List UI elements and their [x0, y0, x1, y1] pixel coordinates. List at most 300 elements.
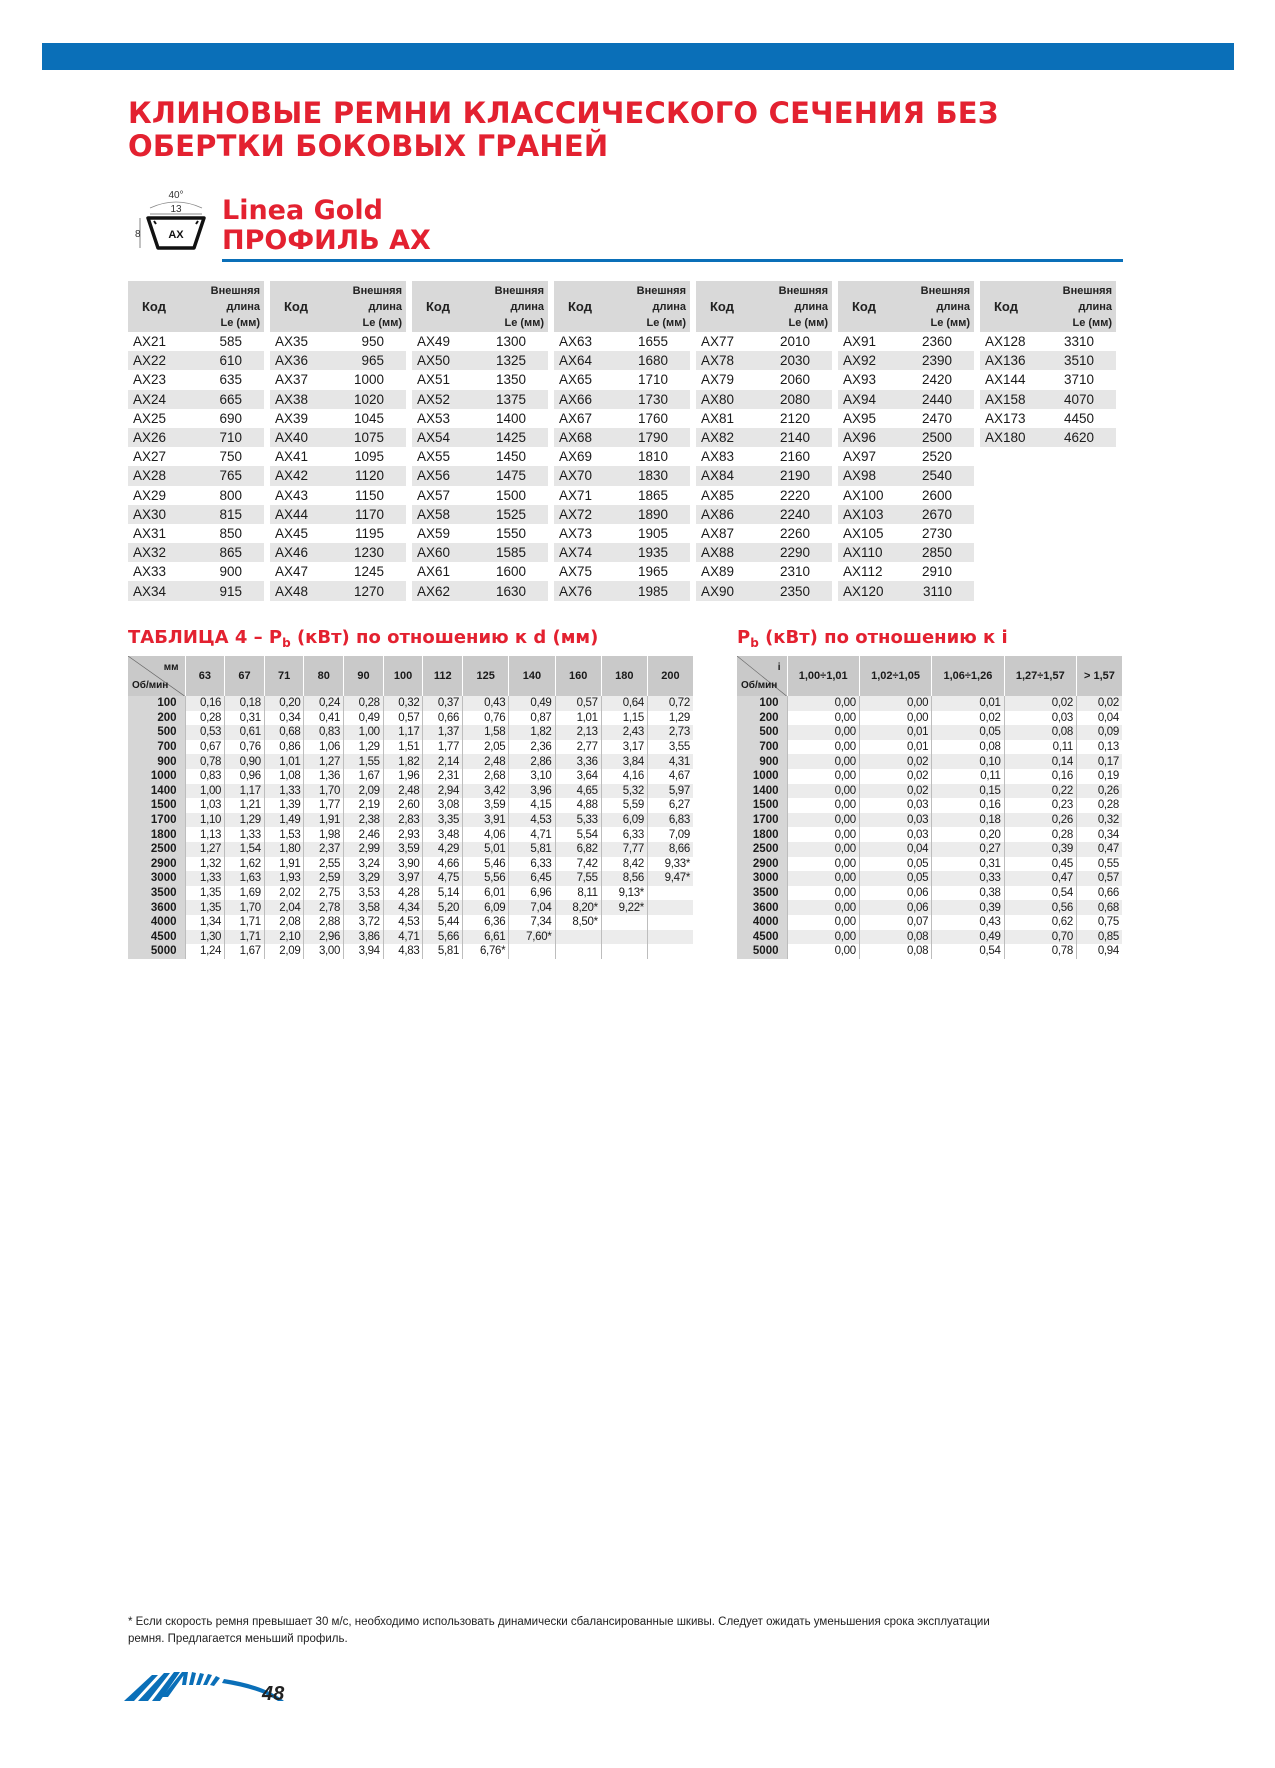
length-header-line: длина	[1078, 300, 1112, 313]
belt-code: AX59	[412, 524, 469, 543]
power-value: 0,26	[1004, 813, 1076, 828]
belt-code: AX90	[696, 581, 753, 600]
code-header: Код	[696, 281, 753, 332]
table-row	[980, 409, 1116, 428]
power-value: 1,77	[423, 740, 463, 755]
belt-code: AX100	[838, 486, 901, 505]
table-row	[412, 524, 548, 543]
power-value: 0,00	[787, 827, 859, 842]
power-value: 1,01	[555, 711, 601, 726]
table-row	[128, 447, 264, 466]
power-value: 2,05	[463, 740, 509, 755]
power-value: 0,00	[787, 930, 859, 945]
belt-length: 1075	[327, 428, 406, 447]
belt-length: 1760	[611, 409, 690, 428]
length-header-line: Внешняя	[352, 284, 402, 297]
power-value: 0,00	[787, 857, 859, 872]
belt-length: 1350	[469, 370, 548, 389]
table-row	[696, 524, 832, 543]
power-value: 0,00	[787, 696, 859, 711]
power-value: 2,14	[423, 754, 463, 769]
belt-length: 2350	[753, 581, 832, 600]
power-value: 6,96	[509, 886, 555, 901]
table-row	[554, 486, 690, 505]
belt-code: AX73	[554, 524, 611, 543]
power-value: 3,00	[304, 944, 344, 959]
belt-code: AX76	[554, 581, 611, 600]
corner-header	[737, 656, 787, 696]
power-value: 5,01	[463, 842, 509, 857]
power-value: 2,68	[463, 769, 509, 784]
power-value: 1,93	[264, 871, 304, 886]
belt-code: AX86	[696, 505, 753, 524]
belt-code: AX83	[696, 447, 753, 466]
table-row	[128, 711, 693, 726]
belt-profile-diagram	[132, 188, 214, 264]
footnote	[128, 1614, 1088, 1648]
power-value: 1,33	[225, 827, 265, 842]
power-value: 2,60	[383, 798, 423, 813]
length-header-line: Le (мм)	[930, 316, 970, 329]
rpm-value: 3000	[128, 871, 185, 886]
belt-length: 1120	[327, 466, 406, 485]
belt-length: 1830	[611, 466, 690, 485]
belt-length: 1710	[611, 370, 690, 389]
belt-length: 2080	[753, 390, 832, 409]
power-value: 0,39	[1004, 842, 1076, 857]
table-row	[554, 447, 690, 466]
belt-length: 2060	[753, 370, 832, 389]
belt-code: AX29	[128, 486, 185, 505]
table-row	[696, 505, 832, 524]
belt-length: 915	[185, 581, 264, 600]
power-value	[555, 944, 601, 959]
power-value: 2,36	[509, 740, 555, 755]
belt-length: 690	[185, 409, 264, 428]
power-value: 0,02	[859, 769, 931, 784]
power-value: 5,33	[555, 813, 601, 828]
belt-code: AX63	[554, 332, 611, 351]
power-value: 0,01	[859, 725, 931, 740]
power-value: 0,43	[463, 696, 509, 711]
power-value: 1,24	[185, 944, 225, 959]
power-value: 1,77	[304, 798, 344, 813]
table-row	[128, 390, 264, 409]
table-row	[838, 409, 974, 428]
power-value: 0,32	[383, 696, 423, 711]
table-row	[737, 798, 1122, 813]
power-value: 1,15	[601, 711, 647, 726]
table-row	[980, 428, 1116, 447]
power-value	[601, 930, 647, 945]
power-value: 2,46	[344, 827, 384, 842]
belt-code: AX55	[412, 447, 469, 466]
table-row	[128, 944, 693, 959]
power-value: 3,36	[555, 754, 601, 769]
power-value: 0,76	[463, 711, 509, 726]
belt-length: 1150	[327, 486, 406, 505]
length-header-line: Внешняя	[778, 284, 828, 297]
length-header-line: Внешняя	[920, 284, 970, 297]
belt-code: AX89	[696, 562, 753, 581]
rpm-value: 5000	[128, 944, 185, 959]
rpm-value: 200	[737, 711, 787, 726]
power-value: 1,03	[185, 798, 225, 813]
belt-code: AX82	[696, 428, 753, 447]
power-value: 3,96	[509, 784, 555, 799]
power-value: 1,54	[225, 842, 265, 857]
table-row	[696, 466, 832, 485]
belt-length: 1630	[469, 581, 548, 600]
power-value: 1,49	[264, 813, 304, 828]
table-row	[838, 428, 974, 447]
table-row	[554, 409, 690, 428]
belt-length: 2470	[901, 409, 974, 428]
power-value: 0,23	[1004, 798, 1076, 813]
table-row	[696, 562, 832, 581]
code-header: Код	[128, 281, 185, 332]
belt-length: 1045	[327, 409, 406, 428]
rpm-value: 1500	[737, 798, 787, 813]
belt-length: 1985	[611, 581, 690, 600]
belt-length: 1475	[469, 466, 548, 485]
power-value: 3,84	[601, 754, 647, 769]
power-value: 0,47	[1076, 842, 1122, 857]
belt-code: AX32	[128, 543, 185, 562]
belt-length: 1195	[327, 524, 406, 543]
belt-length: 3110	[901, 581, 974, 600]
power-value: 1,80	[264, 842, 304, 857]
power-value: 3,17	[601, 740, 647, 755]
belt-length: 1000	[327, 370, 406, 389]
belt-length: 1810	[611, 447, 690, 466]
power-value: 0,57	[1076, 871, 1122, 886]
length-header-line: Le (мм)	[504, 316, 544, 329]
power-value: 3,29	[344, 871, 384, 886]
table-row	[128, 370, 264, 389]
power-value: 0,00	[787, 871, 859, 886]
power-value: 1,82	[383, 754, 423, 769]
power-value: 0,34	[264, 711, 304, 726]
power-value: 0,00	[859, 696, 931, 711]
rpm-value: 700	[737, 740, 787, 755]
power-value: 9,13*	[601, 886, 647, 901]
power-value: 0,01	[859, 740, 931, 755]
power-value: 2,31	[423, 769, 463, 784]
belt-code: AX27	[128, 447, 185, 466]
table-row	[128, 543, 264, 562]
power-value: 1,27	[304, 754, 344, 769]
belt-length: 2290	[753, 543, 832, 562]
length-table-6	[838, 281, 974, 601]
power-value: 4,66	[423, 857, 463, 872]
power-value: 0,66	[423, 711, 463, 726]
power-value: 0,03	[859, 813, 931, 828]
belt-length: 1020	[327, 390, 406, 409]
power-value: 0,26	[1076, 784, 1122, 799]
rpm-value: 900	[737, 754, 787, 769]
length-table-5	[696, 281, 832, 601]
belt-code: AX67	[554, 409, 611, 428]
power-value: 1,33	[264, 784, 304, 799]
power-value: 1,29	[225, 813, 265, 828]
power-value: 2,55	[304, 857, 344, 872]
table-row	[838, 390, 974, 409]
table-row	[128, 827, 693, 842]
belt-code: AX110	[838, 543, 901, 562]
belt-length: 2120	[753, 409, 832, 428]
length-header-line: Внешняя	[210, 284, 260, 297]
power-value: 2,02	[264, 886, 304, 901]
power-value: 0,90	[225, 754, 265, 769]
table-row	[554, 428, 690, 447]
belt-length: 2730	[901, 524, 974, 543]
power-value: 1,58	[463, 725, 509, 740]
belt-length: 635	[185, 370, 264, 389]
power-value: 1,00	[344, 725, 384, 740]
power-value: 0,41	[304, 711, 344, 726]
power-value	[647, 930, 693, 945]
belt-code: AX98	[838, 466, 901, 485]
power-value: 0,05	[932, 725, 1004, 740]
power-value: 0,00	[787, 754, 859, 769]
belt-code: AX26	[128, 428, 185, 447]
power-value: 3,86	[344, 930, 384, 945]
power-value: 2,13	[555, 725, 601, 740]
power-value: 3,53	[344, 886, 384, 901]
belt-code: AX48	[270, 581, 327, 600]
table-row	[696, 332, 832, 351]
table-row	[737, 915, 1122, 930]
length-header	[469, 281, 548, 332]
power-value: 0,16	[185, 696, 225, 711]
power-value: 0,54	[932, 944, 1004, 959]
power-value: 8,66	[647, 842, 693, 857]
belt-length: 815	[185, 505, 264, 524]
power-value: 1,29	[344, 740, 384, 755]
table-row	[270, 409, 406, 428]
power-value: 0,49	[932, 930, 1004, 945]
length-header-line: длина	[368, 300, 402, 313]
power-value: 5,46	[463, 857, 509, 872]
table-row	[270, 543, 406, 562]
belt-length: 4450	[1043, 409, 1116, 428]
power-value: 1,96	[383, 769, 423, 784]
belt-length: 1730	[611, 390, 690, 409]
table-row	[128, 562, 264, 581]
length-table-4	[554, 281, 690, 601]
rpm-value: 2500	[128, 842, 185, 857]
table-row	[128, 581, 264, 600]
belt-length: 1935	[611, 543, 690, 562]
power-value: 3,42	[463, 784, 509, 799]
rpm-value: 1000	[737, 769, 787, 784]
length-header-line: длина	[652, 300, 686, 313]
rpm-value: 1700	[737, 813, 787, 828]
page-title-line-2: ОБЕРТКИ БОКОВЫХ ГРАНЕЙ	[128, 129, 609, 163]
power-value: 7,77	[601, 842, 647, 857]
table-row	[128, 351, 264, 370]
belt-code: AX49	[412, 332, 469, 351]
power-value: 0,28	[344, 696, 384, 711]
power-value: 4,71	[383, 930, 423, 945]
table-row	[554, 581, 690, 600]
power-value: 1,39	[264, 798, 304, 813]
belt-length: 750	[185, 447, 264, 466]
power-value: 2,09	[264, 944, 304, 959]
table-row	[696, 428, 832, 447]
power-value: 1,53	[264, 827, 304, 842]
power-value: 5,20	[423, 900, 463, 915]
belt-code: AX97	[838, 447, 901, 466]
length-header	[753, 281, 832, 332]
column-header: > 1,57	[1076, 656, 1122, 696]
table-row	[737, 740, 1122, 755]
power-value: 0,76	[225, 740, 265, 755]
footnote-line-2: ремня. Предлагается меньший профиль.	[128, 1633, 348, 1645]
length-table-3	[412, 281, 548, 601]
power-value: 0,00	[787, 725, 859, 740]
power-value: 8,56	[601, 871, 647, 886]
belt-code: AX45	[270, 524, 327, 543]
power-value: 6,45	[509, 871, 555, 886]
power-value: 1,98	[304, 827, 344, 842]
belt-code: AX24	[128, 390, 185, 409]
belt-code: AX52	[412, 390, 469, 409]
table-row	[838, 351, 974, 370]
belt-length: 2240	[753, 505, 832, 524]
power-value: 2,93	[383, 827, 423, 842]
power-value: 1,37	[423, 725, 463, 740]
power-value: 0,00	[787, 915, 859, 930]
power-value: 0,31	[932, 857, 1004, 872]
table-row	[128, 466, 264, 485]
power-value: 2,78	[304, 900, 344, 915]
belt-code: AX44	[270, 505, 327, 524]
table-row	[737, 725, 1122, 740]
table-row	[270, 486, 406, 505]
power-value: 0,03	[859, 827, 931, 842]
table-row	[554, 524, 690, 543]
column-header: 180	[601, 656, 647, 696]
power-value: 0,05	[859, 857, 931, 872]
power-value: 0,70	[1004, 930, 1076, 945]
power-value: 0,15	[932, 784, 1004, 799]
power-value: 6,09	[463, 900, 509, 915]
belt-length: 1325	[469, 351, 548, 370]
power-value: 2,94	[423, 784, 463, 799]
length-table-1	[128, 281, 264, 601]
table-row	[838, 562, 974, 581]
power-value: 2,99	[344, 842, 384, 857]
power-value: 0,07	[859, 915, 931, 930]
table-row	[412, 409, 548, 428]
belt-code: AX128	[980, 332, 1043, 351]
profile-width-label: 13	[170, 204, 182, 215]
table-row	[270, 562, 406, 581]
power-value: 0,62	[1004, 915, 1076, 930]
power-value: 0,85	[1076, 930, 1122, 945]
length-header-line: Le (мм)	[788, 316, 828, 329]
code-header: Код	[838, 281, 901, 332]
column-header: 200	[647, 656, 693, 696]
rpm-value: 3000	[737, 871, 787, 886]
belt-length: 2360	[901, 332, 974, 351]
power-value: 5,59	[601, 798, 647, 813]
power-value: 2,77	[555, 740, 601, 755]
power-value: 7,09	[647, 827, 693, 842]
table-row	[696, 447, 832, 466]
belt-code: AX93	[838, 370, 901, 389]
power-value: 0,04	[859, 842, 931, 857]
belt-code: AX43	[270, 486, 327, 505]
power-value: 1,55	[344, 754, 384, 769]
belt-length: 2670	[901, 505, 974, 524]
length-header-line: длина	[226, 300, 260, 313]
power-value: 0,00	[787, 900, 859, 915]
power-value: 0,03	[859, 798, 931, 813]
power-value: 0,83	[185, 769, 225, 784]
power-value: 6,61	[463, 930, 509, 945]
power-value: 3,48	[423, 827, 463, 842]
power-value: 3,55	[647, 740, 693, 755]
power-value: 0,02	[1004, 696, 1076, 711]
power-value: 4,29	[423, 842, 463, 857]
belt-code: AX95	[838, 409, 901, 428]
table-row	[412, 562, 548, 581]
power-value: 0,16	[1004, 769, 1076, 784]
power-value: 6,09	[601, 813, 647, 828]
belt-code: AX39	[270, 409, 327, 428]
power-value: 1,71	[225, 915, 265, 930]
power-value: 0,49	[509, 696, 555, 711]
top-color-bar	[42, 43, 1234, 70]
table-row	[412, 351, 548, 370]
power-value: 5,97	[647, 784, 693, 799]
length-table-2	[270, 281, 406, 601]
belt-code: AX46	[270, 543, 327, 562]
power-value: 0,72	[647, 696, 693, 711]
table-row	[980, 390, 1116, 409]
belt-length: 1270	[327, 581, 406, 600]
power-value: 4,71	[509, 827, 555, 842]
belt-code: AX144	[980, 370, 1043, 389]
power-value: 1,06	[304, 740, 344, 755]
rpm-value: 3600	[737, 900, 787, 915]
table-row	[128, 524, 264, 543]
table-row	[128, 740, 693, 755]
rpm-value: 100	[737, 696, 787, 711]
power-value: 1,32	[185, 857, 225, 872]
power-table-by-diameter	[128, 656, 693, 959]
table-row	[412, 505, 548, 524]
table-row	[270, 332, 406, 351]
belt-code: AX21	[128, 332, 185, 351]
column-header: 71	[264, 656, 304, 696]
power-value: 0,11	[932, 769, 1004, 784]
table-row	[412, 447, 548, 466]
belt-code: AX35	[270, 332, 327, 351]
power-value: 1,69	[225, 886, 265, 901]
rpm-value: 4000	[737, 915, 787, 930]
table-row	[128, 915, 693, 930]
table-row	[737, 930, 1122, 945]
belt-code: AX37	[270, 370, 327, 389]
belt-code: AX88	[696, 543, 753, 562]
belt-code: AX36	[270, 351, 327, 370]
power-value: 2,38	[344, 813, 384, 828]
power-value: 0,34	[1076, 827, 1122, 842]
